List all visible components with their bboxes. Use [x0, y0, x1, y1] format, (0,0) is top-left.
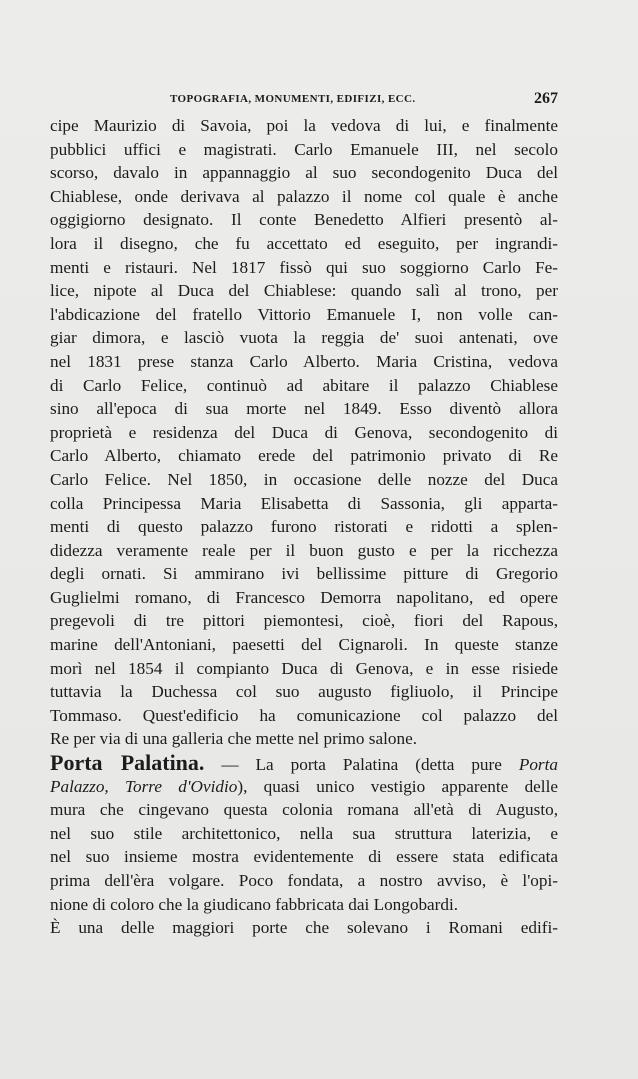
text-line: nel suo insieme mostra evidentemente di essere stata edificata [50, 847, 558, 867]
text-line: giar dimora, e lasciò vuota la reggia de' suoi antenati, ove [50, 328, 558, 348]
text-line: didezza veramente reale per il buon gusto e per la ricchezza [50, 540, 558, 560]
paragraph-end-line: nione di coloro che la giudicano fabbricata dai Longobardi. [50, 894, 459, 914]
page-number: 267 [534, 90, 558, 107]
text-line: oggigiorno designato. Il conte Benedetto Alfieri presentò al- [50, 210, 558, 230]
body-text [50, 114, 558, 940]
text-line: Tommaso. Quest'edificio ha comunicazione col palazzo del [50, 705, 558, 725]
text-line: di Carlo Felice, continuò ad abitare il palazzo Chiablese [50, 375, 558, 395]
section-italic-text: Palazzo, Torre d'Ovidio [50, 776, 238, 796]
text-line: Guglielmi romano, di Francesco Demorra napolitano, ed opere [50, 587, 558, 607]
text-line: degli ornati. Si ammirano ivi bellissime pitture di Gregorio [50, 564, 558, 584]
text-line: menti di questo palazzo furono ristorati e ridotti a splen- [50, 517, 558, 537]
section-italic-text: Porta [518, 755, 558, 775]
running-head: TOPOGRAFIA, MONUMENTI, EDIFIZI, ECC. [170, 93, 416, 105]
section-second-line [50, 775, 558, 799]
section-first-line [50, 751, 558, 775]
text-line: sino all'epoca di sua morte nel 1849. Esso diventò allora [50, 399, 558, 419]
text-line: pregevoli di tre pittori piemontesi, cioè, fiori del Rapous, [50, 611, 558, 631]
text-line: nel 1831 prese stanza Carlo Alberto. Maria Cristina, vedova [50, 351, 558, 371]
text-line: lora il disegno, che fu accettato ed eseguito, per ingrandi- [50, 233, 558, 253]
text-line: mura che cingevano questa colonia romana all'età di Augusto, [50, 800, 558, 820]
section-text: — La porta Palatina (detta pure [204, 755, 519, 775]
text-line: lice, nipote al Duca del Chiablese: quando salì al trono, per [50, 281, 558, 301]
text-line: cipe Maurizio di Savoia, poi la vedova di lui, e finalmente [50, 116, 558, 135]
text-line: colla Principessa Maria Elisabetta di Sassonia, gli apparta- [50, 493, 558, 513]
text-line: prima dell'èra volgare. Poco fondata, a nostro avviso, è l'opi- [50, 871, 558, 890]
text-line: Chiablese, onde derivava al palazzo il nome col quale è anche [50, 186, 558, 206]
text-line: scorso, davalo in appannaggio al suo secondogenito Duca del [50, 163, 558, 183]
text-line: Carlo Alberto, chiamato erede del patrimonio privato di Re [50, 446, 558, 466]
text-line: proprietà e residenza del Duca di Genova, secondogenito di [50, 422, 558, 442]
text-line: l'abdicazione del fratello Vittorio Emanuele I, non volle can- [50, 304, 558, 324]
text-line: menti e ristauri. Nel 1817 fissò qui suo soggiorno Carlo Fe- [50, 257, 558, 277]
text-line: È una delle maggiori porte che solevano i Romani edifi- [50, 918, 558, 938]
paragraph-end-line: Re per via di una galleria che mette nel primo salone. [50, 729, 418, 749]
text-line: morì nel 1854 il compianto Duca di Genova, e in esse risiede [50, 658, 558, 678]
text-line: marine dell'Antoniani, paesetti del Cignaroli. In queste stanze [50, 635, 558, 655]
page-header [50, 90, 558, 110]
text-line: tuttavia la Duchessa col suo augusto figliuolo, il Principe [50, 682, 558, 702]
text-line: Carlo Felice. Nel 1850, in occasione delle nozze del Duca [50, 469, 558, 489]
section-text: ), quasi unico vestigio apparente delle [237, 776, 558, 796]
section-title: Porta Palatina. [50, 750, 205, 776]
text-line: pubblici uffici e magistrati. Carlo Emanuele III, nel secolo [50, 139, 558, 159]
text-line: nel suo stile architettonico, nella sua struttura laterizia, e [50, 823, 558, 843]
